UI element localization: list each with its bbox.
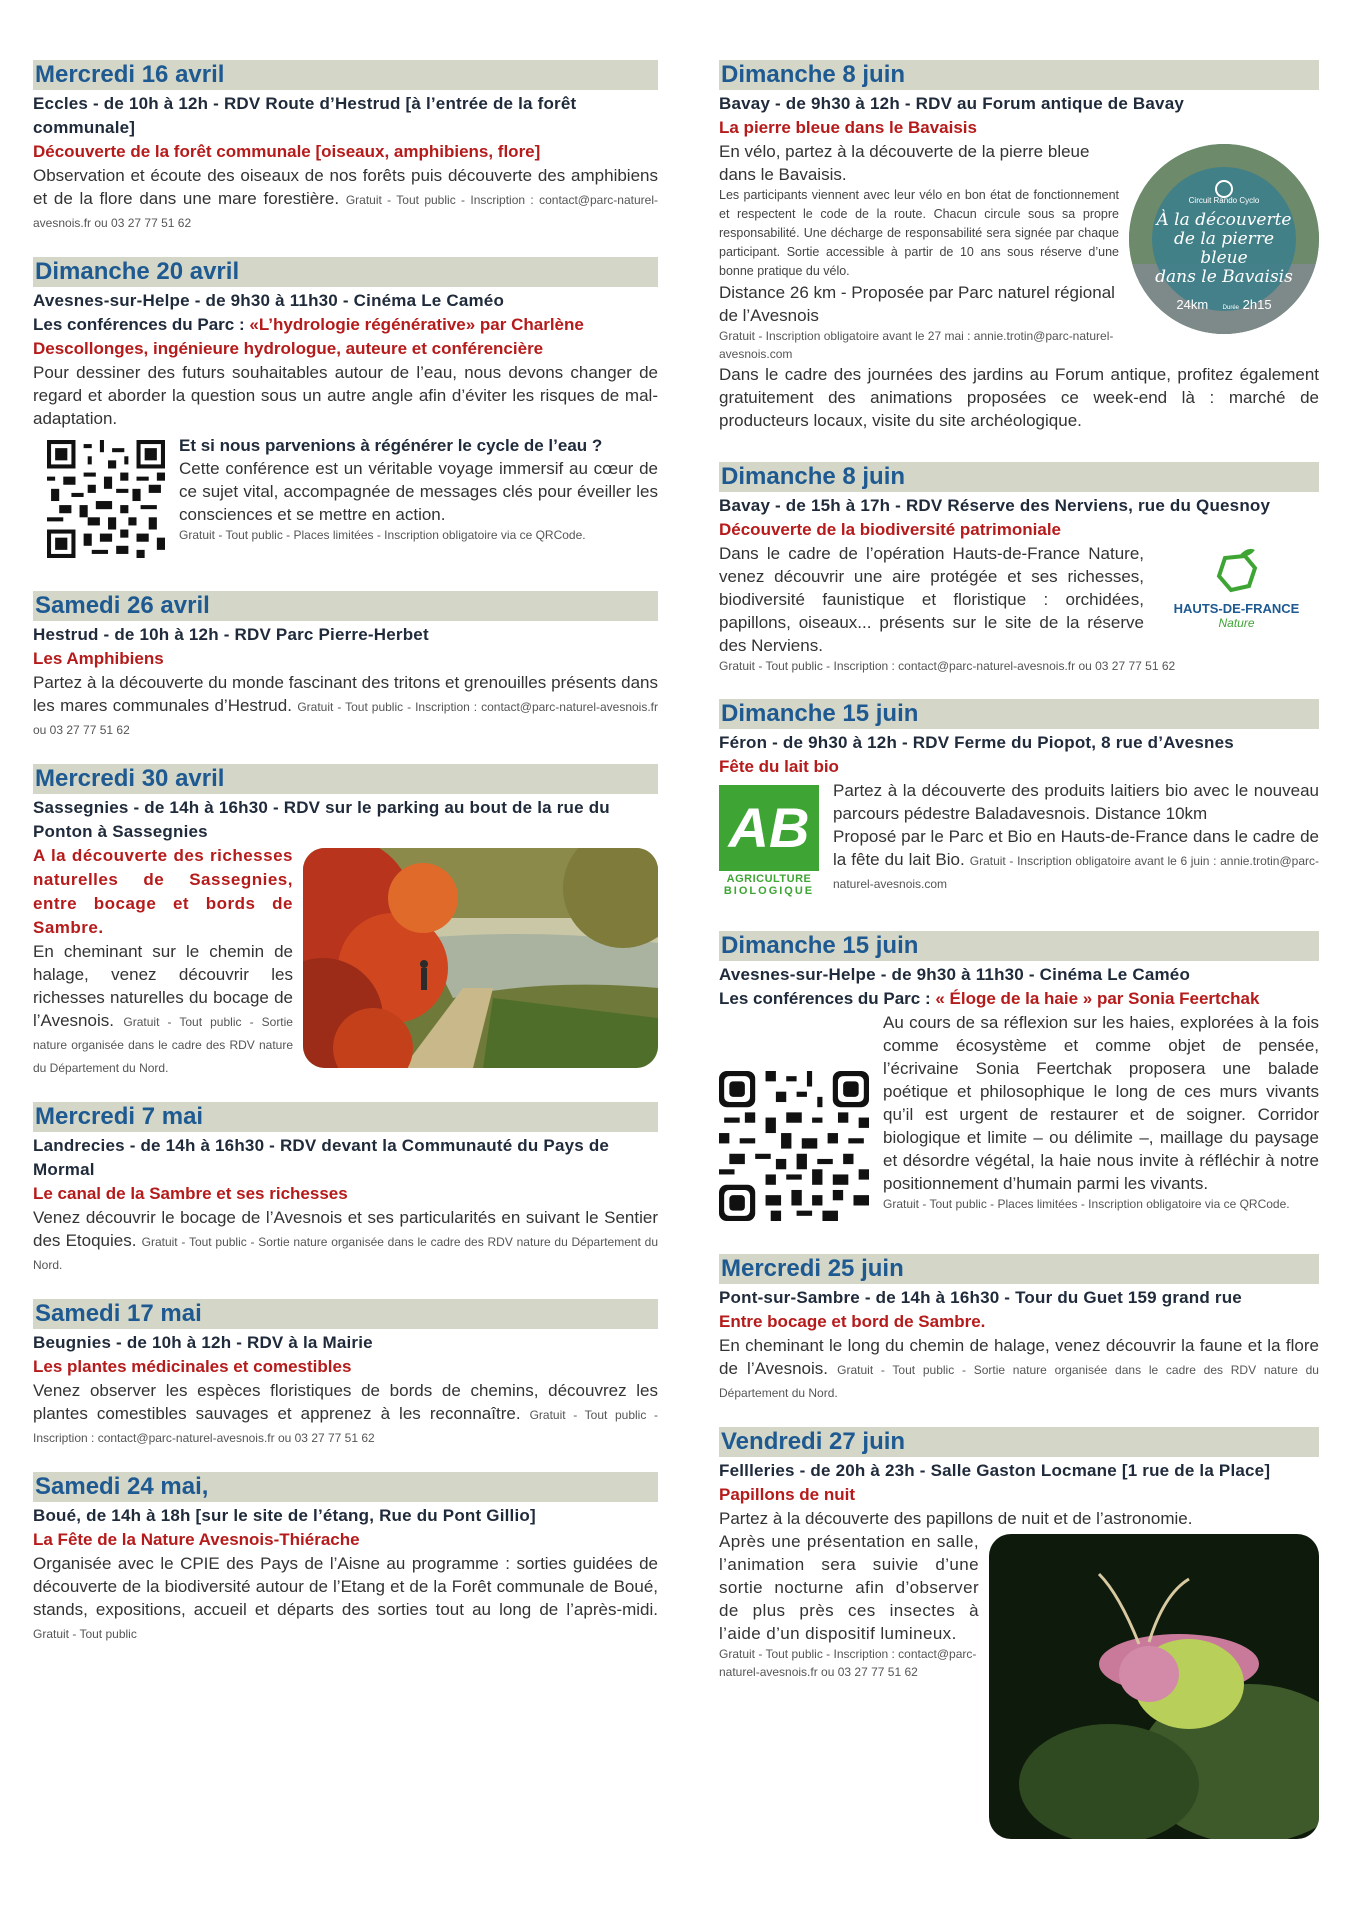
event-20-avril bbox=[33, 257, 658, 567]
event-location: Boué, de 14h à 18h [sur le site de l’étang, Rue du Pont Gillio] bbox=[33, 1506, 536, 1525]
event-info: Gratuit - Tout public bbox=[33, 1627, 137, 1641]
event-title: A la découverte des richesses naturelles de Sassegnies, entre bocage et bords de Sambre. bbox=[33, 846, 293, 937]
event-location: Avesnes-sur-Helpe - de 9h30 à 11h30 - Cinéma Le Caméo bbox=[33, 291, 505, 310]
event-30-avril bbox=[33, 764, 658, 1078]
event-title: Les conférences du Parc : «L’hydrologie régénérative» par Charlène Descollonges, ingénieure hydrologue, auteure et conférencière bbox=[33, 315, 584, 358]
left-column bbox=[33, 60, 658, 1668]
event-date: Samedi 26 avril bbox=[33, 591, 658, 621]
event-date: Dimanche 15 juin bbox=[719, 699, 1319, 729]
event-date: Dimanche 15 juin bbox=[719, 931, 1319, 961]
right-column bbox=[719, 60, 1319, 1867]
ab-organic-logo: AB AGRICULTURE BIOLOGIQUE bbox=[719, 785, 819, 903]
event-location: Beugnies - de 10h à 12h - RDV à la Mairie bbox=[33, 1333, 373, 1352]
event-info: Gratuit - Tout public - Places limitées - Inscription obligatoire via ce QRCode. bbox=[883, 1197, 1290, 1211]
event-title: La Fête de la Nature Avesnois-Thiérache bbox=[33, 1530, 360, 1549]
event-title: Les conférences du Parc : « Éloge de la haie » par Sonia Feertchak bbox=[719, 989, 1260, 1008]
event-info: Gratuit - Inscription obligatoire avant le 27 mai : annie.trotin@parc-naturel-avesnois.com bbox=[719, 329, 1114, 361]
event-title: Fête du lait bio bbox=[719, 757, 839, 776]
event-location: Fellleries - de 20h à 23h - Salle Gaston Locmane [1 rue de la Place] bbox=[719, 1461, 1271, 1480]
event-location: Avesnes-sur-Helpe - de 9h30 à 11h30 - Cinéma Le Caméo bbox=[719, 965, 1191, 984]
event-8-juin-nerviens bbox=[719, 462, 1319, 675]
event-17-mai bbox=[33, 1299, 658, 1448]
qr-code-icon[interactable] bbox=[47, 440, 165, 563]
event-26-avril bbox=[33, 591, 658, 740]
event-description: Partez à la découverte du monde fascinant des tritons et grenouilles présents dans les mares communales d’Hestrud. Gratuit - Tout public - Inscription : contact@parc-naturel-avesnois.fr ou 03 27 77 51 62 bbox=[33, 673, 658, 737]
event-description: Partez à la découverte des produits laitiers bio avec le nouveau parcours pédestre Baladavesnois. Distance 10km bbox=[833, 781, 1319, 823]
event-16-avril bbox=[33, 60, 658, 233]
event-location: Féron - de 9h30 à 12h - RDV Ferme du Piopot, 8 rue d’Avesnes bbox=[719, 733, 1234, 752]
event-date: Dimanche 20 avril bbox=[33, 257, 658, 287]
event-description: En cheminant le long du chemin de halage, venez découvrir la faune et la flore de l’Avesnois. Gratuit - Tout public - Sortie nature organisée dans le cadre des RDV nature du Département du Nord. bbox=[719, 1336, 1319, 1400]
event-info: Gratuit - Tout public - Sortie nature organisée dans le cadre des RDV nature du Département du Nord. bbox=[719, 1363, 1319, 1400]
event-description-2: Après une présentation en salle, l’animation sera suivie d’une sortie nocturne afin d’observer de plus près ces insectes à l’aide d’un dispositif lumineux. bbox=[719, 1532, 979, 1643]
event-description: Organisée avec le CPIE des Pays de l’Aisne au programme : sorties guidées de découverte de la biodiversité autour de l’Etang et de la Forêt communale de Boué, stands, expositions, accueil et départs des sorties tout au long de l’après-midi. Gratuit - Tout public bbox=[33, 1554, 658, 1641]
event-date: Vendredi 27 juin bbox=[719, 1427, 1319, 1457]
event-title: Les plantes médicinales et comestibles bbox=[33, 1357, 352, 1376]
event-24-mai bbox=[33, 1472, 658, 1644]
france-leaf-icon bbox=[1207, 546, 1267, 596]
event-date: Mercredi 25 juin bbox=[719, 1254, 1319, 1284]
event-description: En cheminant sur le chemin de halage, venez découvrir les richesses naturelles du bocage de l’Avesnois. Gratuit - Tout public - Sortie nature organisée dans le cadre des RDV nature du Département du Nord. bbox=[33, 942, 293, 1075]
event-description-2: Cette conférence est un véritable voyage immersif au cœur de ce sujet vital, accompagnée de messages clés pour éveiller les consciences et se mettre en action. bbox=[179, 459, 658, 524]
vignette-text: Circuit Rando Cyclo À la découverte de la pierre bleue dans le Bavaisis 24km Durée 2h15 bbox=[1155, 196, 1293, 312]
event-7-mai bbox=[33, 1102, 658, 1275]
event-description: Pour dessiner des futurs souhaitables autour de l’eau, nous devons changer de regard et aborder la question sous un autre angle afin d’éviter les risques de mal-adaptation. bbox=[33, 363, 658, 428]
event-title: Papillons de nuit bbox=[719, 1485, 856, 1504]
event-15-juin-cameo bbox=[719, 931, 1319, 1230]
event-location: Bavay - de 15h à 17h - RDV Réserve des Nerviens, rue du Quesnoy bbox=[719, 496, 1271, 515]
event-location: Bavay - de 9h30 à 12h - RDV au Forum antique de Bavay bbox=[719, 94, 1185, 113]
event-location: Eccles - de 10h à 12h - RDV Route d’Hestrud [à l’entrée de la forêt communale] bbox=[33, 94, 577, 137]
event-info: Gratuit - Tout public - Places limitées - Inscription obligatoire via ce QRCode. bbox=[179, 528, 586, 542]
event-date: Mercredi 7 mai bbox=[33, 1102, 658, 1132]
event-info: Gratuit - Tout public - Inscription : contact@parc-naturel-avesnois.fr ou 03 27 77 51 62 bbox=[33, 700, 658, 737]
event-15-juin-feron bbox=[719, 699, 1319, 907]
event-27-juin bbox=[719, 1427, 1319, 1843]
event-8-juin-bavay bbox=[719, 60, 1319, 432]
event-description: En vélo, partez à la découverte de la pierre bleue dans le Bavaisis. bbox=[719, 142, 1090, 184]
event-title: Les Amphibiens bbox=[33, 649, 164, 668]
event-description: Venez observer les espèces floristiques de bords de chemins, découvrez les plantes comestibles sauvages et apprenez à les reconnaître. Gratuit - Tout public - Inscription : contact@parc-naturel-avesnois.fr ou 03 27 77 51 62 bbox=[33, 1381, 658, 1445]
event-location: Landrecies - de 14h à 16h30 - RDV devant la Communauté du Pays de Mormal bbox=[33, 1136, 610, 1179]
qr-code-icon[interactable] bbox=[719, 1071, 869, 1226]
hauts-de-france-nature-logo: HAUTS-DE-FRANCE Nature bbox=[1154, 546, 1319, 636]
event-rules: Les participants viennent avec leur vélo en bon état de fonctionnement et respectent le code de la route. Chacun circule sous sa propre responsabilité. Une décharge de responsabilité sera signée par chaque participant. Sortie accessible à partir de 10 ans sous réserve d’une bonne pratique du vélo. bbox=[719, 188, 1119, 278]
event-25-juin bbox=[719, 1254, 1319, 1403]
event-title: Entre bocage et bord de Sambre. bbox=[719, 1312, 986, 1331]
event-info: Gratuit - Tout public - Sortie nature organisée dans le cadre des RDV nature du Département du Nord. bbox=[33, 1235, 658, 1272]
event-info: Gratuit - Tout public - Inscription : contact@parc-naturel-avesnois.fr ou 03 27 77 51 62 bbox=[33, 193, 658, 230]
moth-photo bbox=[989, 1534, 1319, 1839]
event-location: Sassegnies - de 14h à 16h30 - RDV sur le parking au bout de la rue du Ponton à Sassegnies bbox=[33, 798, 610, 841]
event-description: Partez à la découverte des papillons de nuit et de l’astronomie. bbox=[719, 1509, 1193, 1528]
event-description: Observation et écoute des oiseaux de nos forêts puis découverte des amphibiens et de la flore dans une mare forestière. Gratuit - Tout public - Inscription : contact@parc-naturel-avesnois.fr ou 03 27 77 51 62 bbox=[33, 166, 658, 230]
event-title: Découverte de la biodiversité patrimoniale bbox=[719, 520, 1062, 539]
river-towpath-photo bbox=[303, 848, 658, 1068]
event-location: Pont-sur-Sambre - de 14h à 16h30 - Tour du Guet 159 grand rue bbox=[719, 1288, 1242, 1307]
event-description-3: Dans le cadre des journées des jardins au Forum antique, profitez également gratuitement des animations proposées ce week-end là : marché de producteurs locaux, visite du site archéologique. bbox=[719, 365, 1319, 430]
event-date: Mercredi 30 avril bbox=[33, 764, 658, 794]
event-description: Au cours de sa réflexion sur les haies, explorées à la fois comme écosystème et comme objet de pensée, l’écrivaine Sonia Feertchak proposera une balade poétique et philosophique le long de ces murs vivants qu’il est urgent de restaurer et de soigner. Corridor biologique et limite – ou délimite –, maillage du paysage et désordre végétal, la haie nous invite à réfléchir à notre positionnement d’humain parmi les vivants. bbox=[883, 1013, 1319, 1193]
event-description-2: Proposé par le Parc et Bio en Hauts-de-France dans le cadre de la fête du lait Bio. Gratuit - Inscription obligatoire avant le 6 juin : annie.trotin@parc-naturel-avesnois.com bbox=[833, 827, 1319, 891]
event-info: Gratuit - Tout public - Sortie nature organisée dans le cadre des RDV nature du Département du Nord. bbox=[33, 1015, 293, 1075]
event-title: Découverte de la forêt communale [oiseaux, amphibiens, flore] bbox=[33, 142, 541, 161]
event-title: Le canal de la Sambre et ses richesses bbox=[33, 1184, 348, 1203]
event-question: Et si nous parvenions à régénérer le cycle de l’eau ? bbox=[179, 436, 603, 455]
event-date: Dimanche 8 juin bbox=[719, 60, 1319, 90]
event-date: Dimanche 8 juin bbox=[719, 462, 1319, 492]
event-location: Hestrud - de 10h à 12h - RDV Parc Pierre-Herbet bbox=[33, 625, 429, 644]
event-title: La pierre bleue dans le Bavaisis bbox=[719, 118, 977, 137]
event-description: Venez découvrir le bocage de l’Avesnois et ses particularités en suivant le Sentier des Etoquies. Gratuit - Tout public - Sortie nature organisée dans le cadre des RDV nature du Département du Nord. bbox=[33, 1208, 658, 1272]
event-date: Samedi 24 mai, bbox=[33, 1472, 658, 1502]
event-description: Dans le cadre de l’opération Hauts-de-France Nature, venez découvrir une aire protégée et ses richesses, biodiversité faunistique et floristique : orchidées, papillons, oiseaux... présents sur le site de la réserve des Nerviens. bbox=[719, 544, 1144, 655]
event-date: Samedi 17 mai bbox=[33, 1299, 658, 1329]
event-description-2: Distance 26 km - Proposée par Parc naturel régional de l’Avesnois bbox=[719, 283, 1115, 325]
event-info: Gratuit - Inscription obligatoire avant le 6 juin : annie.trotin@parc-naturel-avesnois.com bbox=[833, 854, 1319, 891]
event-info: Gratuit - Tout public - Inscription : contact@parc-naturel-avesnois.fr ou 03 27 77 51 62 bbox=[719, 1647, 977, 1679]
circuit-vignette bbox=[1129, 144, 1319, 334]
event-date: Mercredi 16 avril bbox=[33, 60, 658, 90]
event-info: Gratuit - Tout public - Inscription : contact@parc-naturel-avesnois.fr ou 03 27 77 51 62 bbox=[719, 659, 1176, 673]
event-info: Gratuit - Tout public - Inscription : contact@parc-naturel-avesnois.fr ou 03 27 77 51 62 bbox=[33, 1408, 658, 1445]
